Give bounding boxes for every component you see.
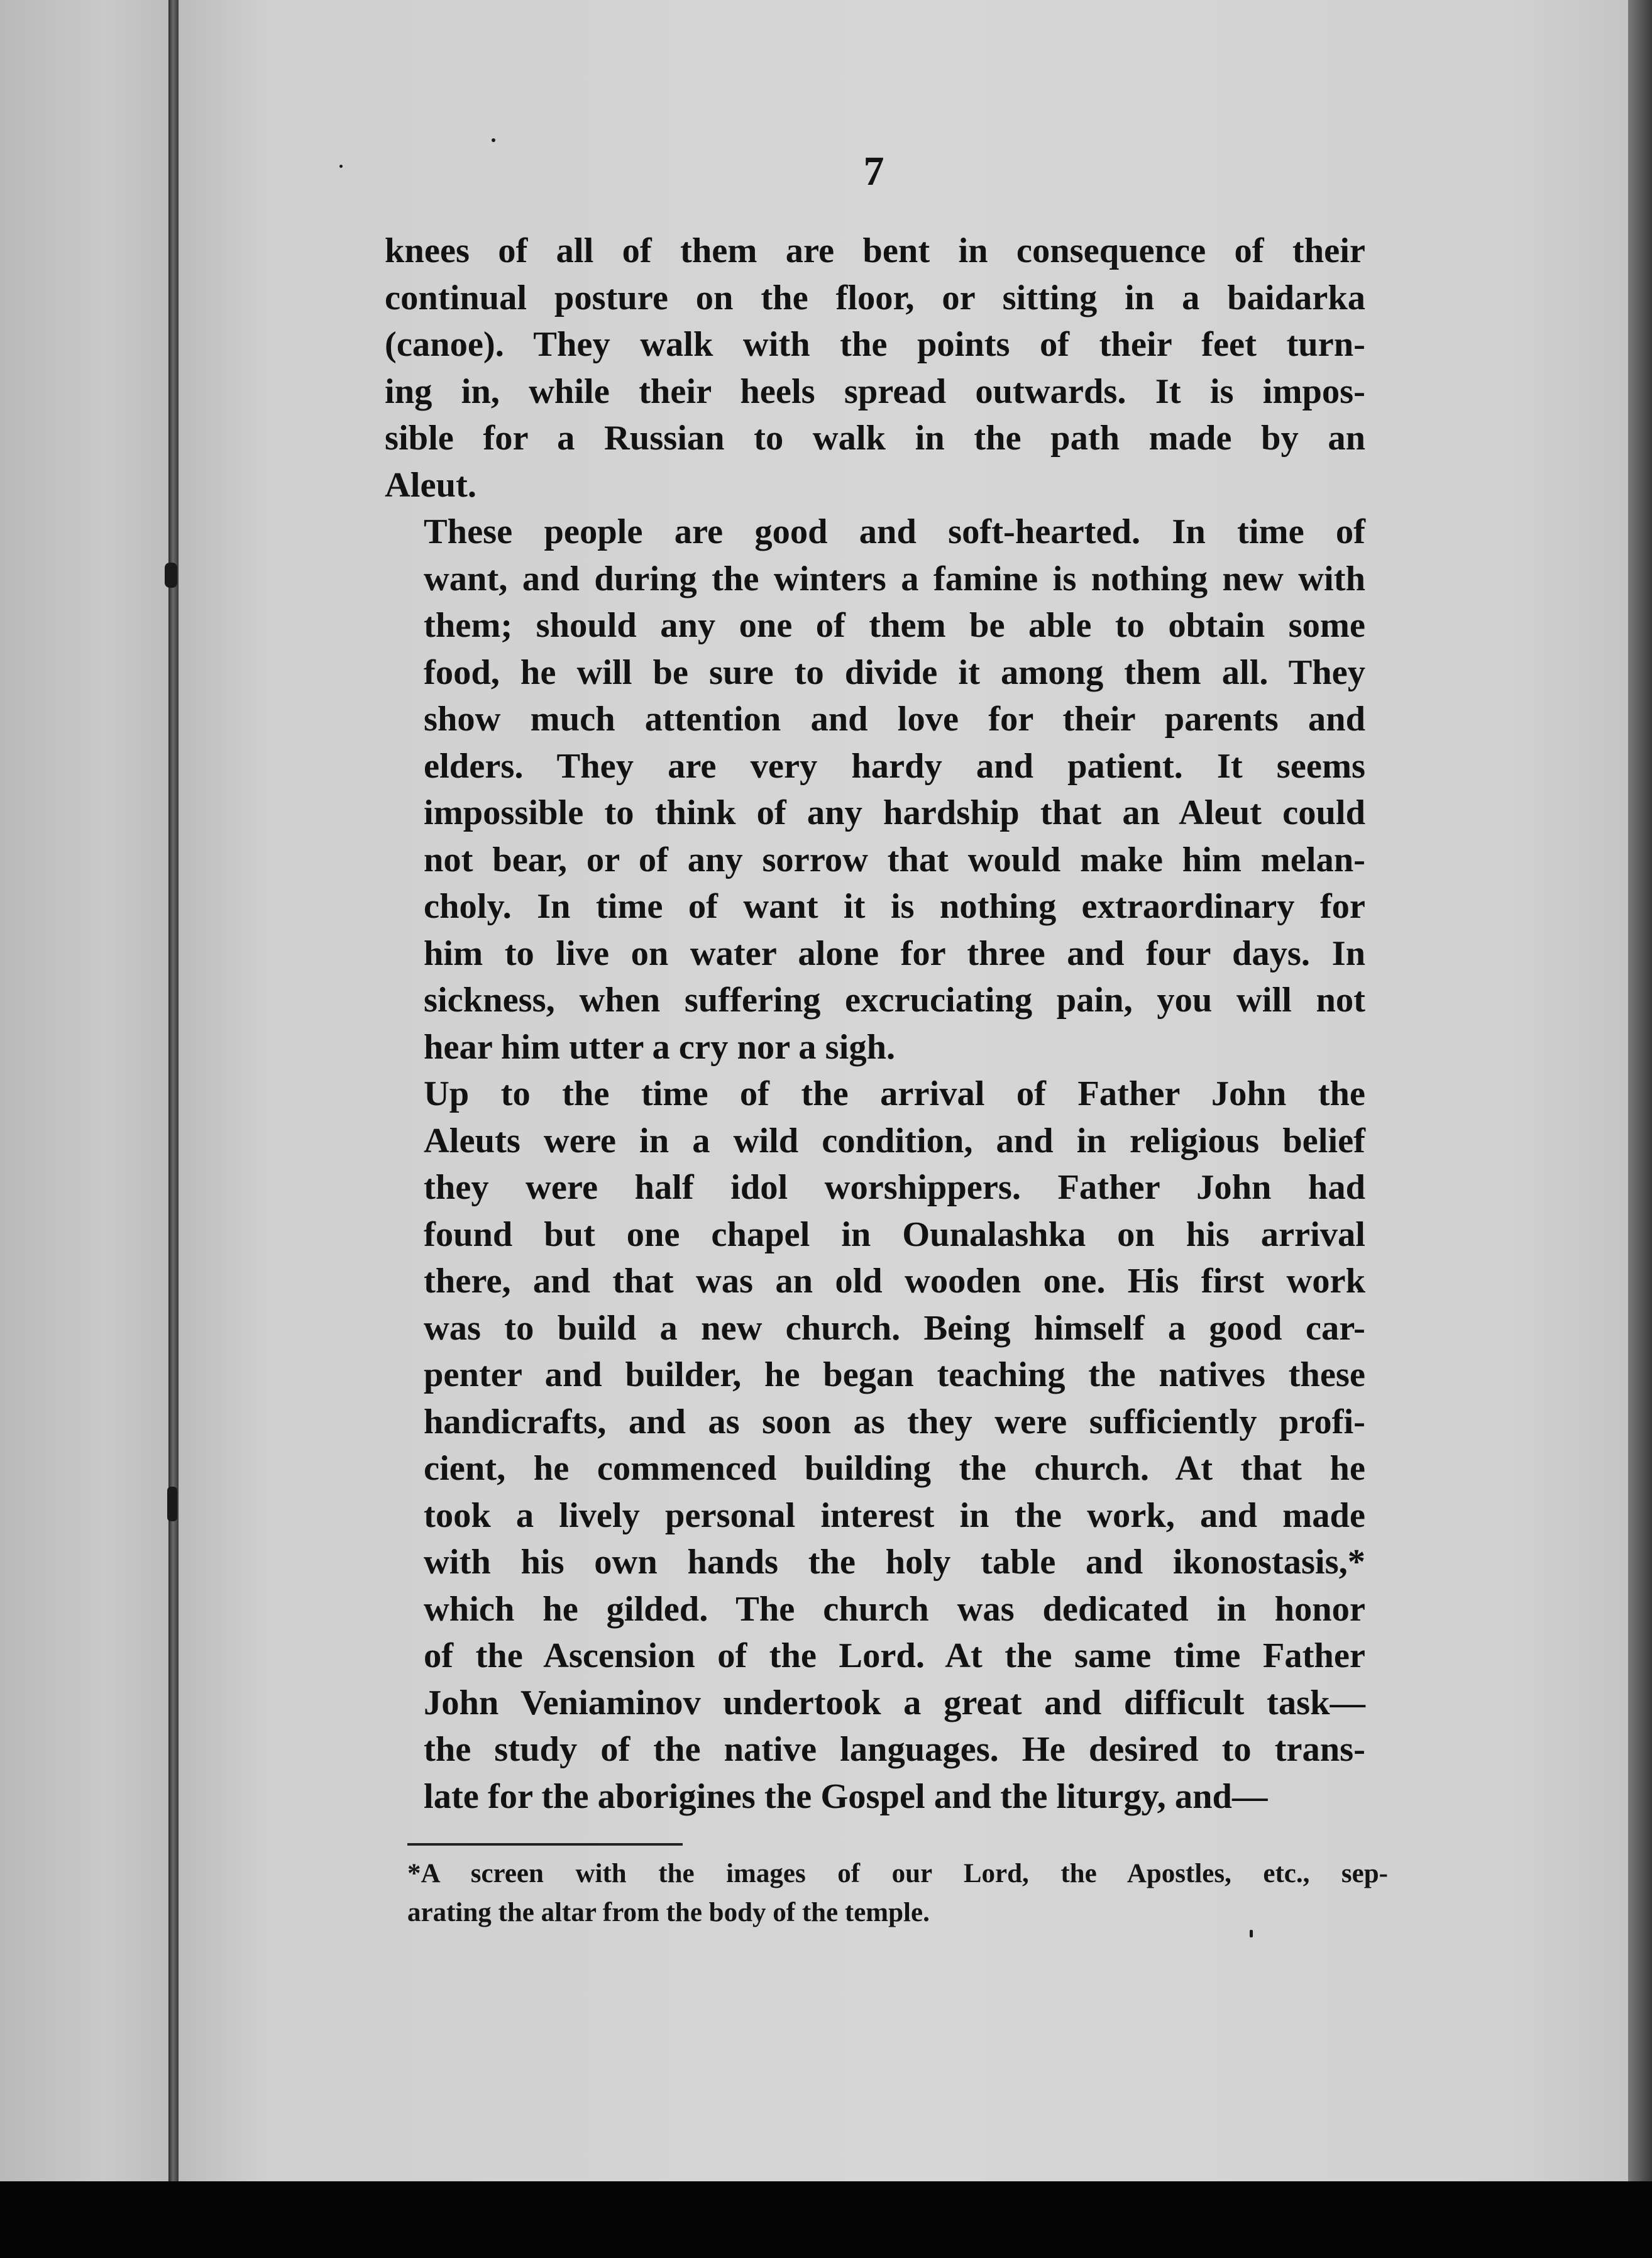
- text-line: penter and builder, he began teaching the natives these: [424, 1355, 1365, 1394]
- binding-mark: [165, 563, 177, 588]
- text-line: with his own hands the holy table and ikonostasis,*: [424, 1543, 1365, 1582]
- text-line: was to build a new church. Being himself a good car-: [424, 1308, 1365, 1348]
- left-facing-page-margin: [0, 0, 173, 2181]
- text-line: show much attention and love for their parents and: [424, 700, 1365, 739]
- footnote-line: arating the altar from the body of the temple.: [407, 1898, 930, 1927]
- text-line: took a lively personal interest in the work, and made: [424, 1495, 1365, 1535]
- footnote-rule: [407, 1843, 683, 1846]
- right-page-edge: [1628, 0, 1652, 2181]
- book-gutter: [168, 0, 179, 2181]
- text-line: sickness, when suffering excruciating pain, you will not: [424, 981, 1365, 1020]
- body-text: [385, 228, 1365, 1820]
- text-line: impossible to think of any hardship that an Aleut could: [424, 793, 1365, 832]
- paragraph: [385, 509, 1365, 1071]
- text-line: John Veniaminov undertook a great and difficult task—: [424, 1683, 1365, 1722]
- text-line: want, and during the winters a famine is nothing new with: [424, 559, 1365, 598]
- text-line: which he gilded. The church was dedicated in honor: [424, 1589, 1365, 1629]
- text-line: knees of all of them are bent in consequence of their: [385, 231, 1365, 270]
- paragraph: [385, 1071, 1365, 1820]
- scan-bottom-border: [0, 2181, 1652, 2258]
- text-line: Aleuts were in a wild condition, and in religious belief: [424, 1121, 1365, 1160]
- text-line: food, he will be sure to divide it among them all. They: [424, 653, 1365, 692]
- text-line: cient, he commenced building the church. At that he: [424, 1449, 1365, 1488]
- text-line: there, and that was an old wooden one. His first work: [424, 1262, 1365, 1301]
- text-line: hear him utter a cry nor a sigh.: [424, 1027, 896, 1067]
- text-line: (canoe). They walk with the points of their feet turn-: [385, 325, 1365, 364]
- footnote-line: *A screen with the images of our Lord, the Apostles, etc., sep-: [407, 1859, 1388, 1888]
- text-line: the study of the native languages. He desired to trans-: [424, 1730, 1365, 1769]
- text-line: handicrafts, and as soon as they were sufficiently profi-: [424, 1402, 1365, 1441]
- page-speck: [339, 165, 343, 168]
- text-line: Aleut.: [385, 465, 476, 505]
- footnote: [407, 1854, 1388, 1932]
- text-line: sible for a Russian to walk in the path made by an: [385, 419, 1365, 458]
- page-number: 7: [863, 148, 884, 194]
- text-line: elders. They are very hardy and patient. It seems: [424, 746, 1365, 786]
- text-line: found but one chapel in Ounalashka on his arrival: [424, 1214, 1365, 1254]
- text-line: choly. In time of want it is nothing extraordinary for: [424, 887, 1365, 926]
- text-line: late for the aborigines the Gospel and the liturgy, and—: [424, 1776, 1268, 1816]
- text-line: Up to the time of the arrival of Father John the: [424, 1074, 1365, 1113]
- binding-mark: [167, 1487, 177, 1521]
- text-line: him to live on water alone for three and four days. In: [424, 933, 1365, 973]
- text-line: they were half idol worshippers. Father John had: [424, 1168, 1365, 1207]
- text-line: continual posture on the floor, or sitting in a baidarka: [385, 278, 1365, 317]
- text-line: These people are good and soft-hearted. In time of: [424, 512, 1365, 551]
- text-line: not bear, or of any sorrow that would make him melan-: [424, 840, 1365, 879]
- text-line: them; should any one of them be able to obtain some: [424, 606, 1365, 645]
- text-line: ing in, while their heels spread outwards. It is impos-: [385, 372, 1365, 411]
- paragraph: [385, 228, 1365, 509]
- text-line: of the Ascension of the Lord. At the same time Father: [424, 1636, 1365, 1675]
- page-speck: [492, 138, 495, 142]
